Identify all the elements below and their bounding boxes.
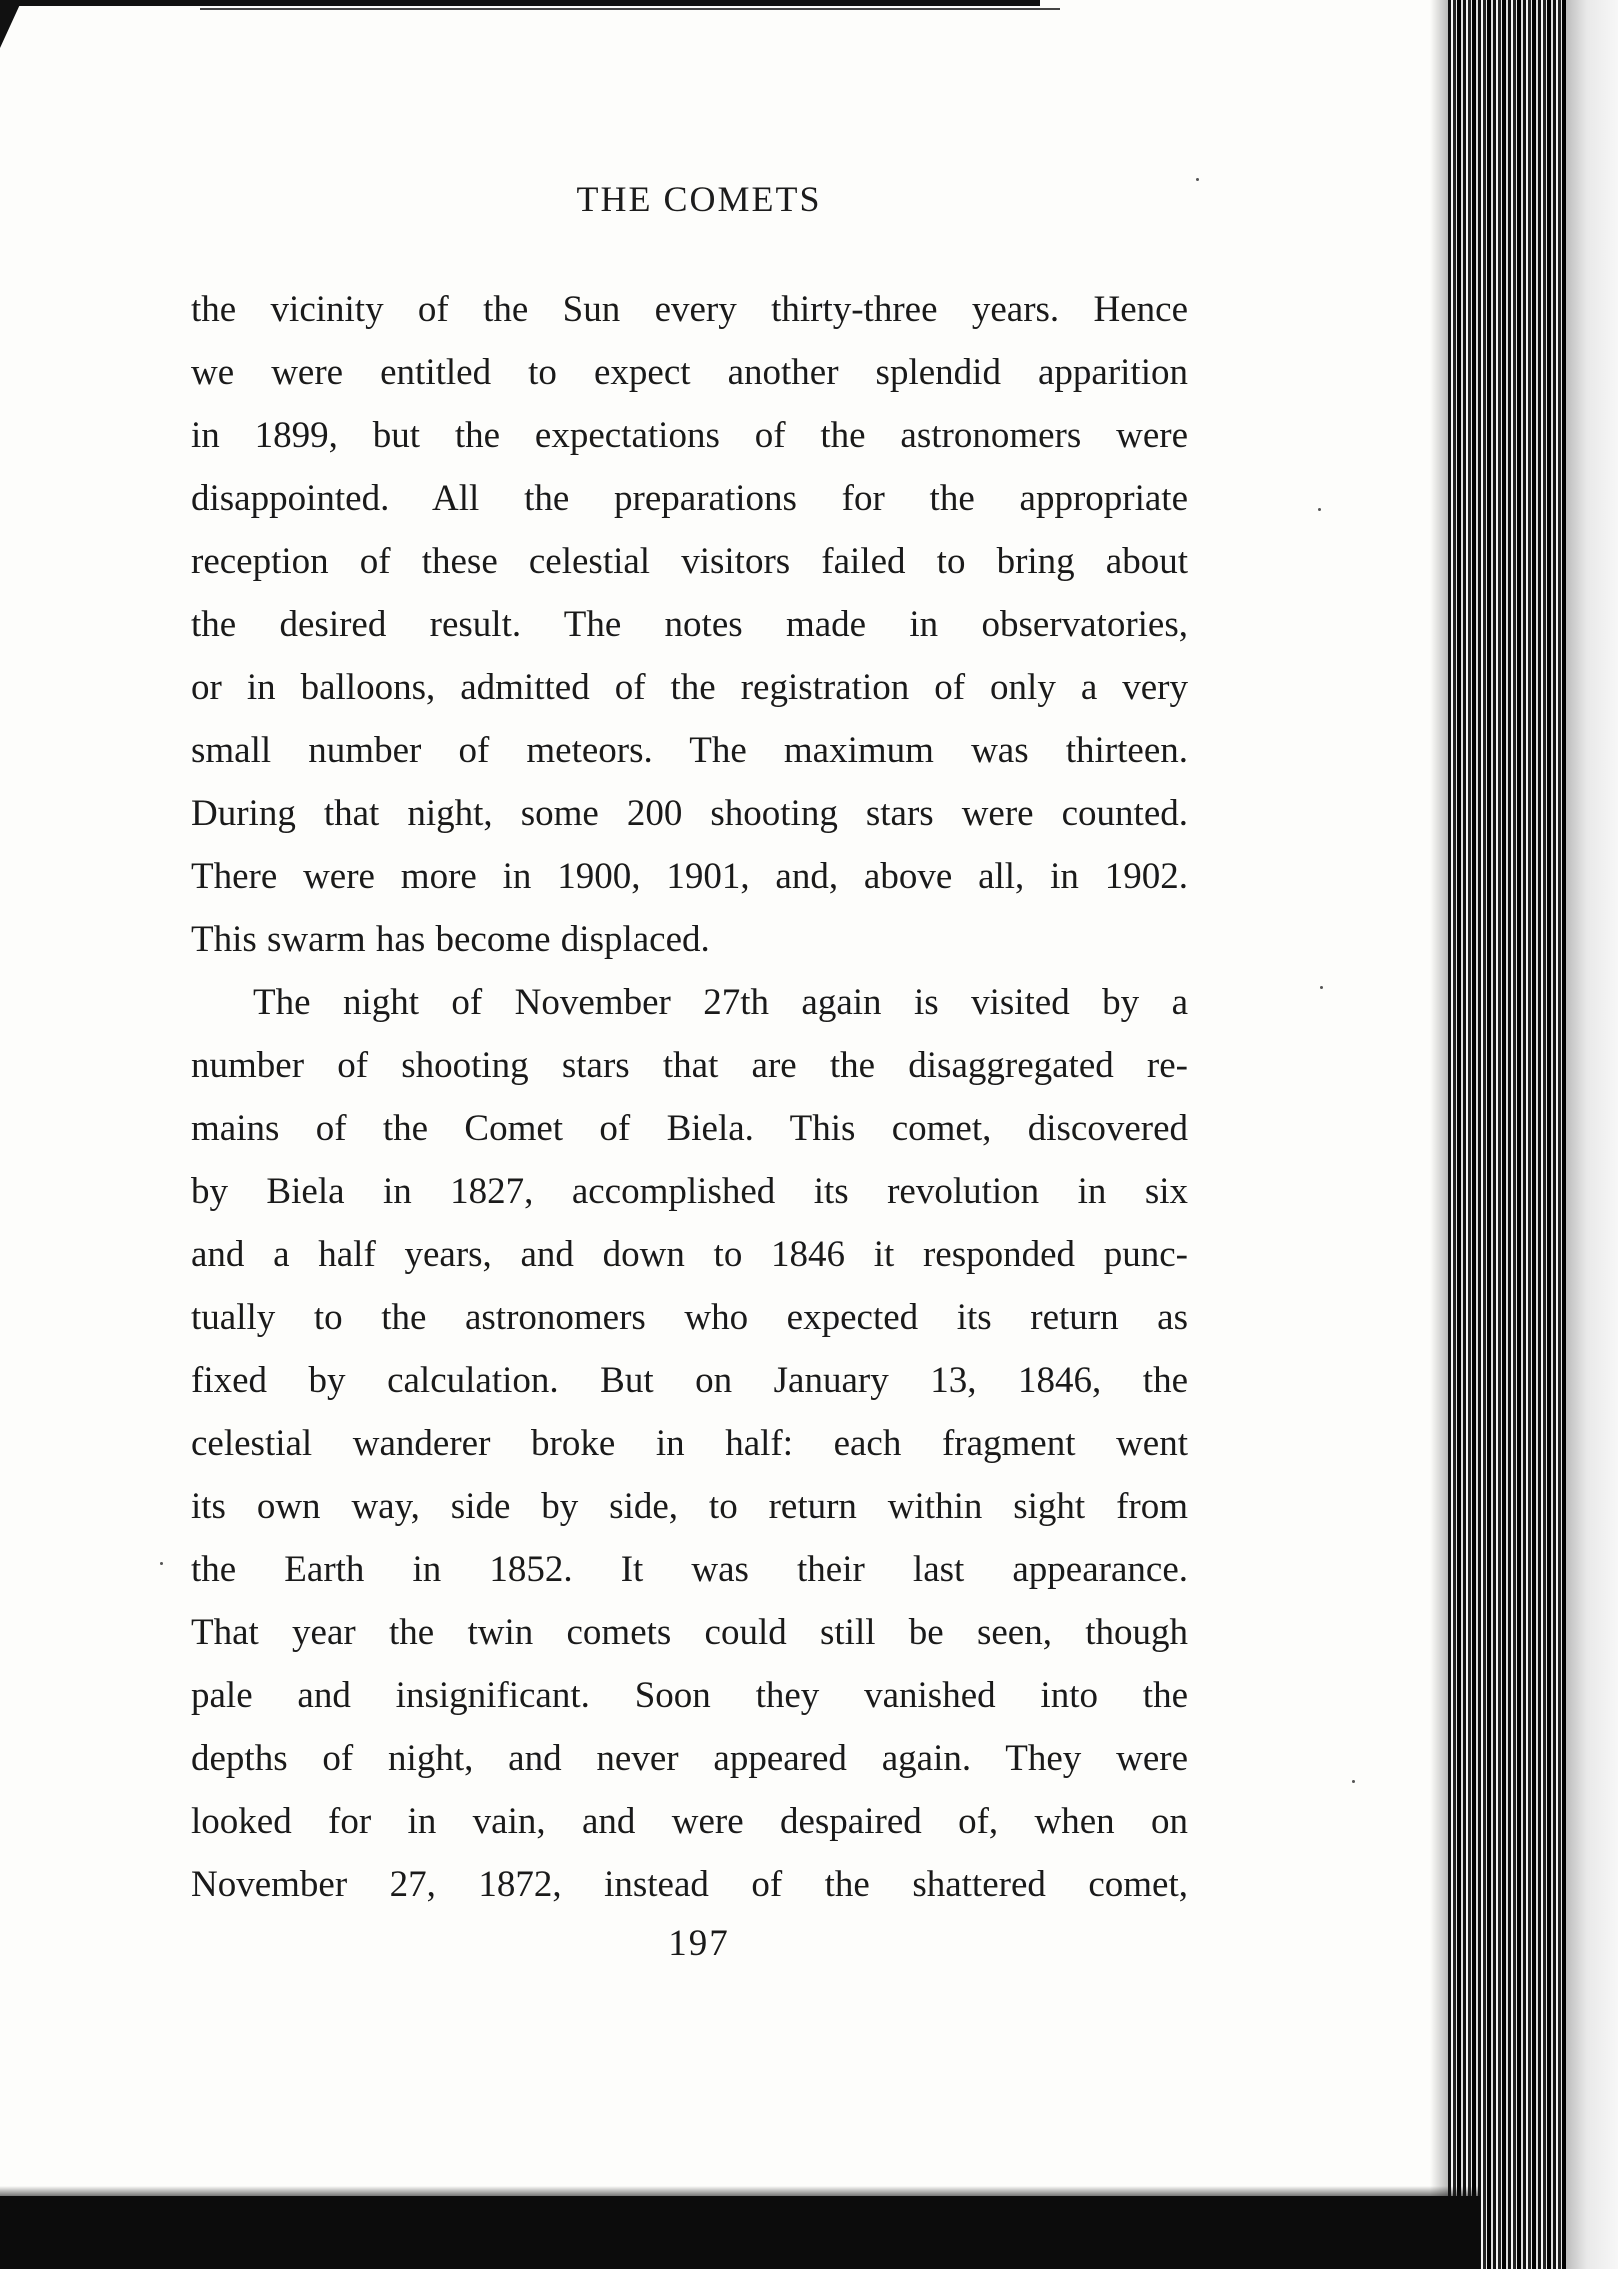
text-line: reception of these celestial visitors failed to bring about: [191, 541, 1188, 582]
text-line: its own way, side by side, to return within sight from: [191, 1486, 1188, 1527]
body-text: [191, 278, 1188, 1916]
text-line: There were more in 1900, 1901, and, above all, in 1902.: [191, 856, 1188, 897]
scan-speck: [1318, 508, 1321, 511]
text-line: pale and insignificant. Soon they vanished into the: [191, 1675, 1188, 1716]
text-line: by Biela in 1827, accomplished its revolution in six: [191, 1171, 1188, 1212]
text-line: disappointed. All the preparations for the appropriate: [191, 478, 1188, 519]
text-line: number of shooting stars that are the disaggregated re-: [191, 1045, 1188, 1086]
text-line: the Earth in 1852. It was their last appearance.: [191, 1549, 1188, 1590]
scan-speck: [1320, 986, 1323, 989]
text-line: fixed by calculation. But on January 13, 1846, the: [191, 1360, 1188, 1401]
scan-speck: [160, 1562, 163, 1565]
text-line: mains of the Comet of Biela. This comet, discovered: [191, 1108, 1188, 1149]
running-head: THE COMETS: [576, 179, 822, 219]
text-line: looked for in vain, and were despaired of, when on: [191, 1801, 1188, 1842]
book-edge-highlight: [1566, 0, 1618, 2269]
text-line: small number of meteors. The maximum was thirteen.: [191, 730, 1188, 771]
text-line: tually to the astronomers who expected its return as: [191, 1297, 1188, 1338]
scan-bottom-edge: [0, 2196, 1480, 2269]
text-line: in 1899, but the expectations of the astronomers were: [191, 415, 1188, 456]
text-line: During that night, some 200 shooting stars were counted.: [191, 793, 1188, 834]
text-line: depths of night, and never appeared again. They were: [191, 1738, 1188, 1779]
page-number: 197: [668, 1923, 730, 1964]
text-line: or in balloons, admitted of the registration of only a very: [191, 667, 1188, 708]
text-line: That year the twin comets could still be seen, though: [191, 1612, 1188, 1653]
text-line: celestial wanderer broke in half: each fragment went: [191, 1423, 1188, 1464]
scan-speck: [1196, 178, 1199, 181]
text-line: the desired result. The notes made in observatories,: [191, 604, 1188, 645]
text-line: November 27, 1872, instead of the shattered comet,: [191, 1864, 1188, 1905]
text-line: we were entitled to expect another splendid apparition: [191, 352, 1188, 393]
text-line: and a half years, and down to 1846 it responded punc-: [191, 1234, 1188, 1275]
text-line: This swarm has become displaced.: [191, 919, 710, 960]
text-line: The night of November 27th again is visited by a: [253, 982, 1188, 1023]
text-line: the vicinity of the Sun every thirty-three years. Hence: [191, 289, 1188, 330]
scan-speck: [1352, 1780, 1355, 1783]
